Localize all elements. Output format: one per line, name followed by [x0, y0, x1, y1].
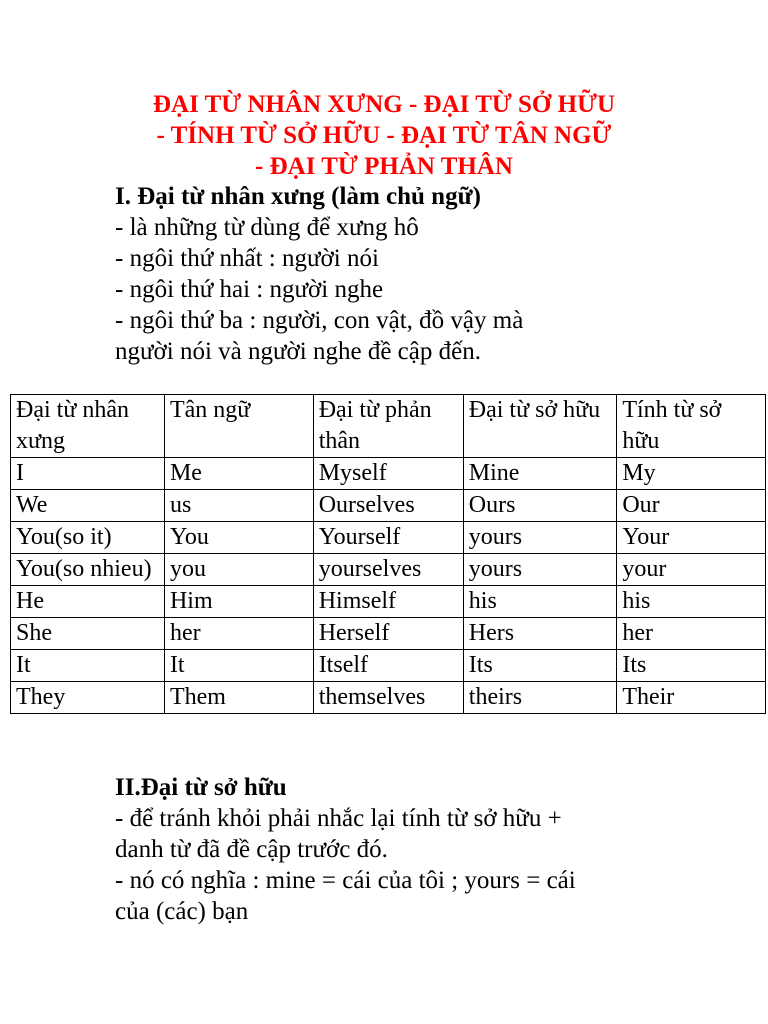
- table-cell: We: [11, 490, 165, 522]
- document-title-line-2: - TÍNH TỪ SỞ HỮU - ĐẠI TỪ TÂN NGỮ: [156, 122, 612, 149]
- pronoun-table: [10, 394, 766, 714]
- table-row: [11, 682, 766, 714]
- paragraph-line: danh từ đã đề cập trước đó.: [115, 836, 388, 863]
- table-cell: You(so nhieu): [11, 554, 165, 586]
- table-cell: I: [11, 458, 165, 490]
- table-cell: You(so it): [11, 522, 165, 554]
- table-cell: It: [164, 650, 313, 682]
- table-cell: his: [463, 586, 617, 618]
- table-cell: Hers: [463, 618, 617, 650]
- table-cell: her: [164, 618, 313, 650]
- paragraph-line: - để tránh khỏi phải nhắc lại tính từ sở hữu +: [115, 805, 562, 832]
- table-cell: It: [11, 650, 165, 682]
- table-row: [11, 458, 766, 490]
- paragraph-line: - ngôi thứ nhất : người nói: [115, 245, 379, 272]
- paragraph-line: - nó có nghĩa : mine = cái của tôi ; yours = cái: [115, 867, 576, 894]
- document-title-line-1: ĐẠI TỪ NHÂN XƯNG - ĐẠI TỪ SỞ HỮU: [152, 91, 616, 118]
- table-row: [11, 618, 766, 650]
- document-title-line-3: - ĐẠI TỪ PHẢN THÂN: [255, 153, 513, 180]
- table-cell: Him: [164, 586, 313, 618]
- header-cell: Tính từ sở hữu: [617, 395, 766, 458]
- table-cell: her: [617, 618, 766, 650]
- section-personal-pronouns: [115, 181, 675, 367]
- section-possessive-pronouns: [115, 772, 675, 927]
- table-cell: your: [617, 554, 766, 586]
- table-cell: Their: [617, 682, 766, 714]
- table-cell: You: [164, 522, 313, 554]
- table-header-row: [11, 395, 766, 458]
- table-cell: Them: [164, 682, 313, 714]
- table-cell: He: [11, 586, 165, 618]
- paragraph-line: - là những từ dùng để xưng hô: [115, 214, 419, 241]
- table-cell: theirs: [463, 682, 617, 714]
- table-cell: Myself: [313, 458, 463, 490]
- table-cell: his: [617, 586, 766, 618]
- table-cell: Ours: [463, 490, 617, 522]
- header-cell: Đại từ nhân xưng: [11, 395, 165, 458]
- paragraph-line: của (các) bạn: [115, 898, 249, 925]
- table-cell: My: [617, 458, 766, 490]
- table-row: [11, 522, 766, 554]
- table-cell: Herself: [313, 618, 463, 650]
- table-cell: Mine: [463, 458, 617, 490]
- table-row: [11, 586, 766, 618]
- table-cell: Your: [617, 522, 766, 554]
- table-cell: yours: [463, 554, 617, 586]
- table-cell: Yourself: [313, 522, 463, 554]
- table-cell: yours: [463, 522, 617, 554]
- table-cell: Our: [617, 490, 766, 522]
- header-cell: Đại từ phản thân: [313, 395, 463, 458]
- header-cell: Tân ngữ: [164, 395, 313, 458]
- paragraph-line: - ngôi thứ ba : người, con vật, đồ vậy mà: [115, 307, 524, 334]
- table-cell: Ourselves: [313, 490, 463, 522]
- table-cell: They: [11, 682, 165, 714]
- table-cell: yourselves: [313, 554, 463, 586]
- table-cell: us: [164, 490, 313, 522]
- table-row: [11, 490, 766, 522]
- table-row: [11, 554, 766, 586]
- table-cell: themselves: [313, 682, 463, 714]
- section-heading: I. Đại từ nhân xưng (làm chủ ngữ): [115, 183, 481, 210]
- header-cell: Đại từ sở hữu: [463, 395, 617, 458]
- table-cell: Its: [463, 650, 617, 682]
- table-cell: Itself: [313, 650, 463, 682]
- paragraph-line: người nói và người nghe đề cập đến.: [115, 338, 481, 365]
- table-cell: Its: [617, 650, 766, 682]
- table-cell: you: [164, 554, 313, 586]
- section-heading: II.Đại từ sở hữu: [115, 774, 287, 801]
- table-cell: Himself: [313, 586, 463, 618]
- table-row: [11, 650, 766, 682]
- paragraph-line: - ngôi thứ hai : người nghe: [115, 276, 384, 303]
- table-cell: Me: [164, 458, 313, 490]
- table-cell: She: [11, 618, 165, 650]
